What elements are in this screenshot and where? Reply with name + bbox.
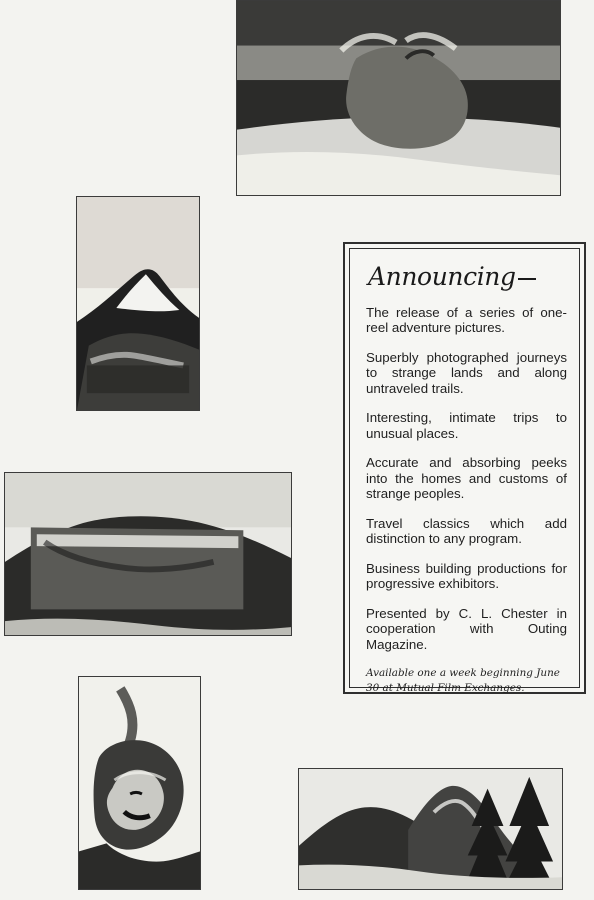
heading-dash: [518, 278, 536, 280]
announcement-inner-border: [349, 248, 580, 694]
tribesman-image: [79, 677, 200, 889]
announce-item-3: Interesting, intimate trips to unusual places.: [366, 410, 567, 441]
announce-item-2: Superbly photographed journeys to strange lands and along untraveled trails.: [366, 349, 567, 396]
announce-item-6: Business building productions for progressive exhibitors.: [366, 560, 567, 591]
ruins-photo: [4, 472, 292, 636]
announcement-footer-note: Available one a week beginning June 30 at Mutual Film Exchanges.: [366, 667, 560, 694]
announcement-box: [343, 242, 586, 694]
announcement-heading: [368, 263, 567, 291]
announce-item-4: Accurate and absorbing peeks into the homes and customs of strange peoples.: [366, 455, 567, 501]
ruins-image: [5, 473, 291, 635]
moose-image: [237, 1, 560, 195]
announce-item-1: The release of a series of one-reel adventure pictures.: [366, 304, 567, 335]
forest-mountains-photo: [298, 768, 563, 890]
announce-item-7: Presented by C. L. Chester in cooperation with Outing Magazine.: [366, 605, 567, 652]
tribesman-photo: [78, 676, 201, 890]
mountain-peak-image: [77, 197, 199, 410]
mountain-peak-photo: [76, 196, 200, 411]
announcement-heading-text: Announcing: [368, 262, 516, 291]
forest-mountains-image: [299, 769, 562, 889]
moose-photo: [236, 0, 561, 196]
announce-item-5: Travel classics which add distinction to any program.: [366, 515, 567, 546]
